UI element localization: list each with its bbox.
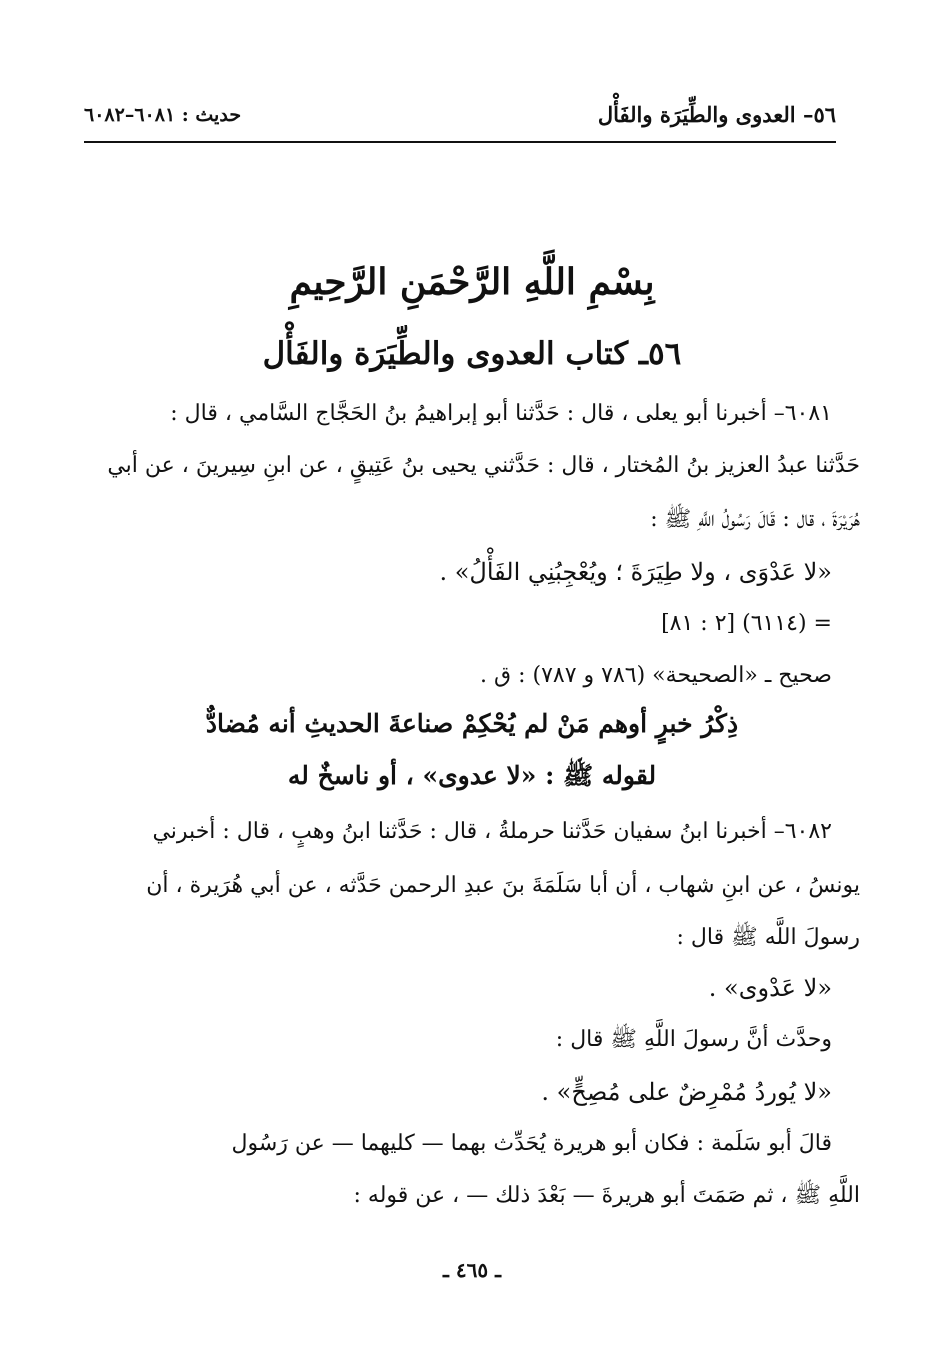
hadith-6081-quote: «لا عَدْوَى ، ولا طِيَرَةَ ؛ ويُعْجِبُنِي الفَأْلُ» . xyxy=(439,558,832,586)
hadith-6082-line: رسولَ اللَّه ﷺ قال : xyxy=(676,925,860,950)
hadith-6082-line: وحدَّث أنَّ رسولَ اللَّهِ ﷺ قال : xyxy=(555,1027,832,1052)
hadith-6082-quote: «لا يُوردُ مُمْرِضٌ على مُصِحٍّ» . xyxy=(541,1078,832,1106)
basmala: بِسْمِ اللَّهِ الرَّحْمَنِ الرَّحِيمِ xyxy=(289,261,655,303)
hadith-6081-grading: صحيح ـ «الصحيحة» (٧٨٦ و ٧٨٧) : ق . xyxy=(480,663,832,688)
hadith-6082-line: قالَ أبو سَلَمة : فكان أبو هريرة يُحَدِّث بهما — كليهما — عن رَسُول xyxy=(231,1131,832,1156)
hadith-6081-line: هُرَيْرَةَ ، قال : قَالَ رَسُولُ اللَّهِ ﷺ : xyxy=(650,507,860,532)
running-header xyxy=(84,98,836,134)
hadith-6082-line: ٦٠٨٢– أخبرنا ابنُ سفيان حَدَّثنا حرملةُ ، قال : حَدَّثنا ابنُ وهبٍ ، قال : أخبرني xyxy=(152,819,832,844)
hadith-6082-quote: «لا عَدْوى» . xyxy=(708,974,832,1002)
book-title: ٥٦ـ كتاب العدوى والطِّيَرَة والفَأْل xyxy=(262,336,682,372)
header-rule xyxy=(84,141,836,143)
hadith-6082-line: يونسُ ، عن ابنِ شهاب ، أن أبا سَلَمَةَ بنَ عبدِ الرحمن حَدَّثه ، عن أبي هُرَيرة ، أن xyxy=(146,873,860,898)
section-heading-line1: ذِكْرُ خبرٍ أوهم مَنْ لم يُحْكِمْ صناعةَ الحديثِ أنه مُضادٌّ xyxy=(205,709,739,738)
chapter-title: ٥٦– العدوى والطِّيَرَة والفَأْل xyxy=(597,102,836,127)
page-number: ـ ٤٦٥ ـ xyxy=(443,1258,501,1282)
hadith-6082-line: اللَّهِ ﷺ ، ثم صَمَتَ أبو هريرةَ — بَعْدَ ذلك — ، عن قوله : xyxy=(353,1183,860,1208)
hadith-6081-crossref: = (٦١١٤) [٢ : ٨١] xyxy=(661,611,832,636)
hadith-6081-line: حَدَّثنا عبدُ العزيز بنُ المُختار ، قال : حَدَّثني يحيى بنُ عَتِيقٍ ، عن ابنِ سِيرينَ ، عن أبي xyxy=(107,453,860,478)
hadith-6081-line: ٦٠٨١– أخبرنا أبو يعلى ، قال : حَدَّثنا أبو إبراهيمُ بنُ الحَجَّاج السَّامي ، قال : xyxy=(170,401,832,426)
section-heading-line2: لقوله ﷺ : «لا عدوى» ، أو ناسخٌ له xyxy=(287,761,657,790)
hadith-range: حديث : ٦٠٨١–٦٠٨٢ xyxy=(84,104,242,126)
